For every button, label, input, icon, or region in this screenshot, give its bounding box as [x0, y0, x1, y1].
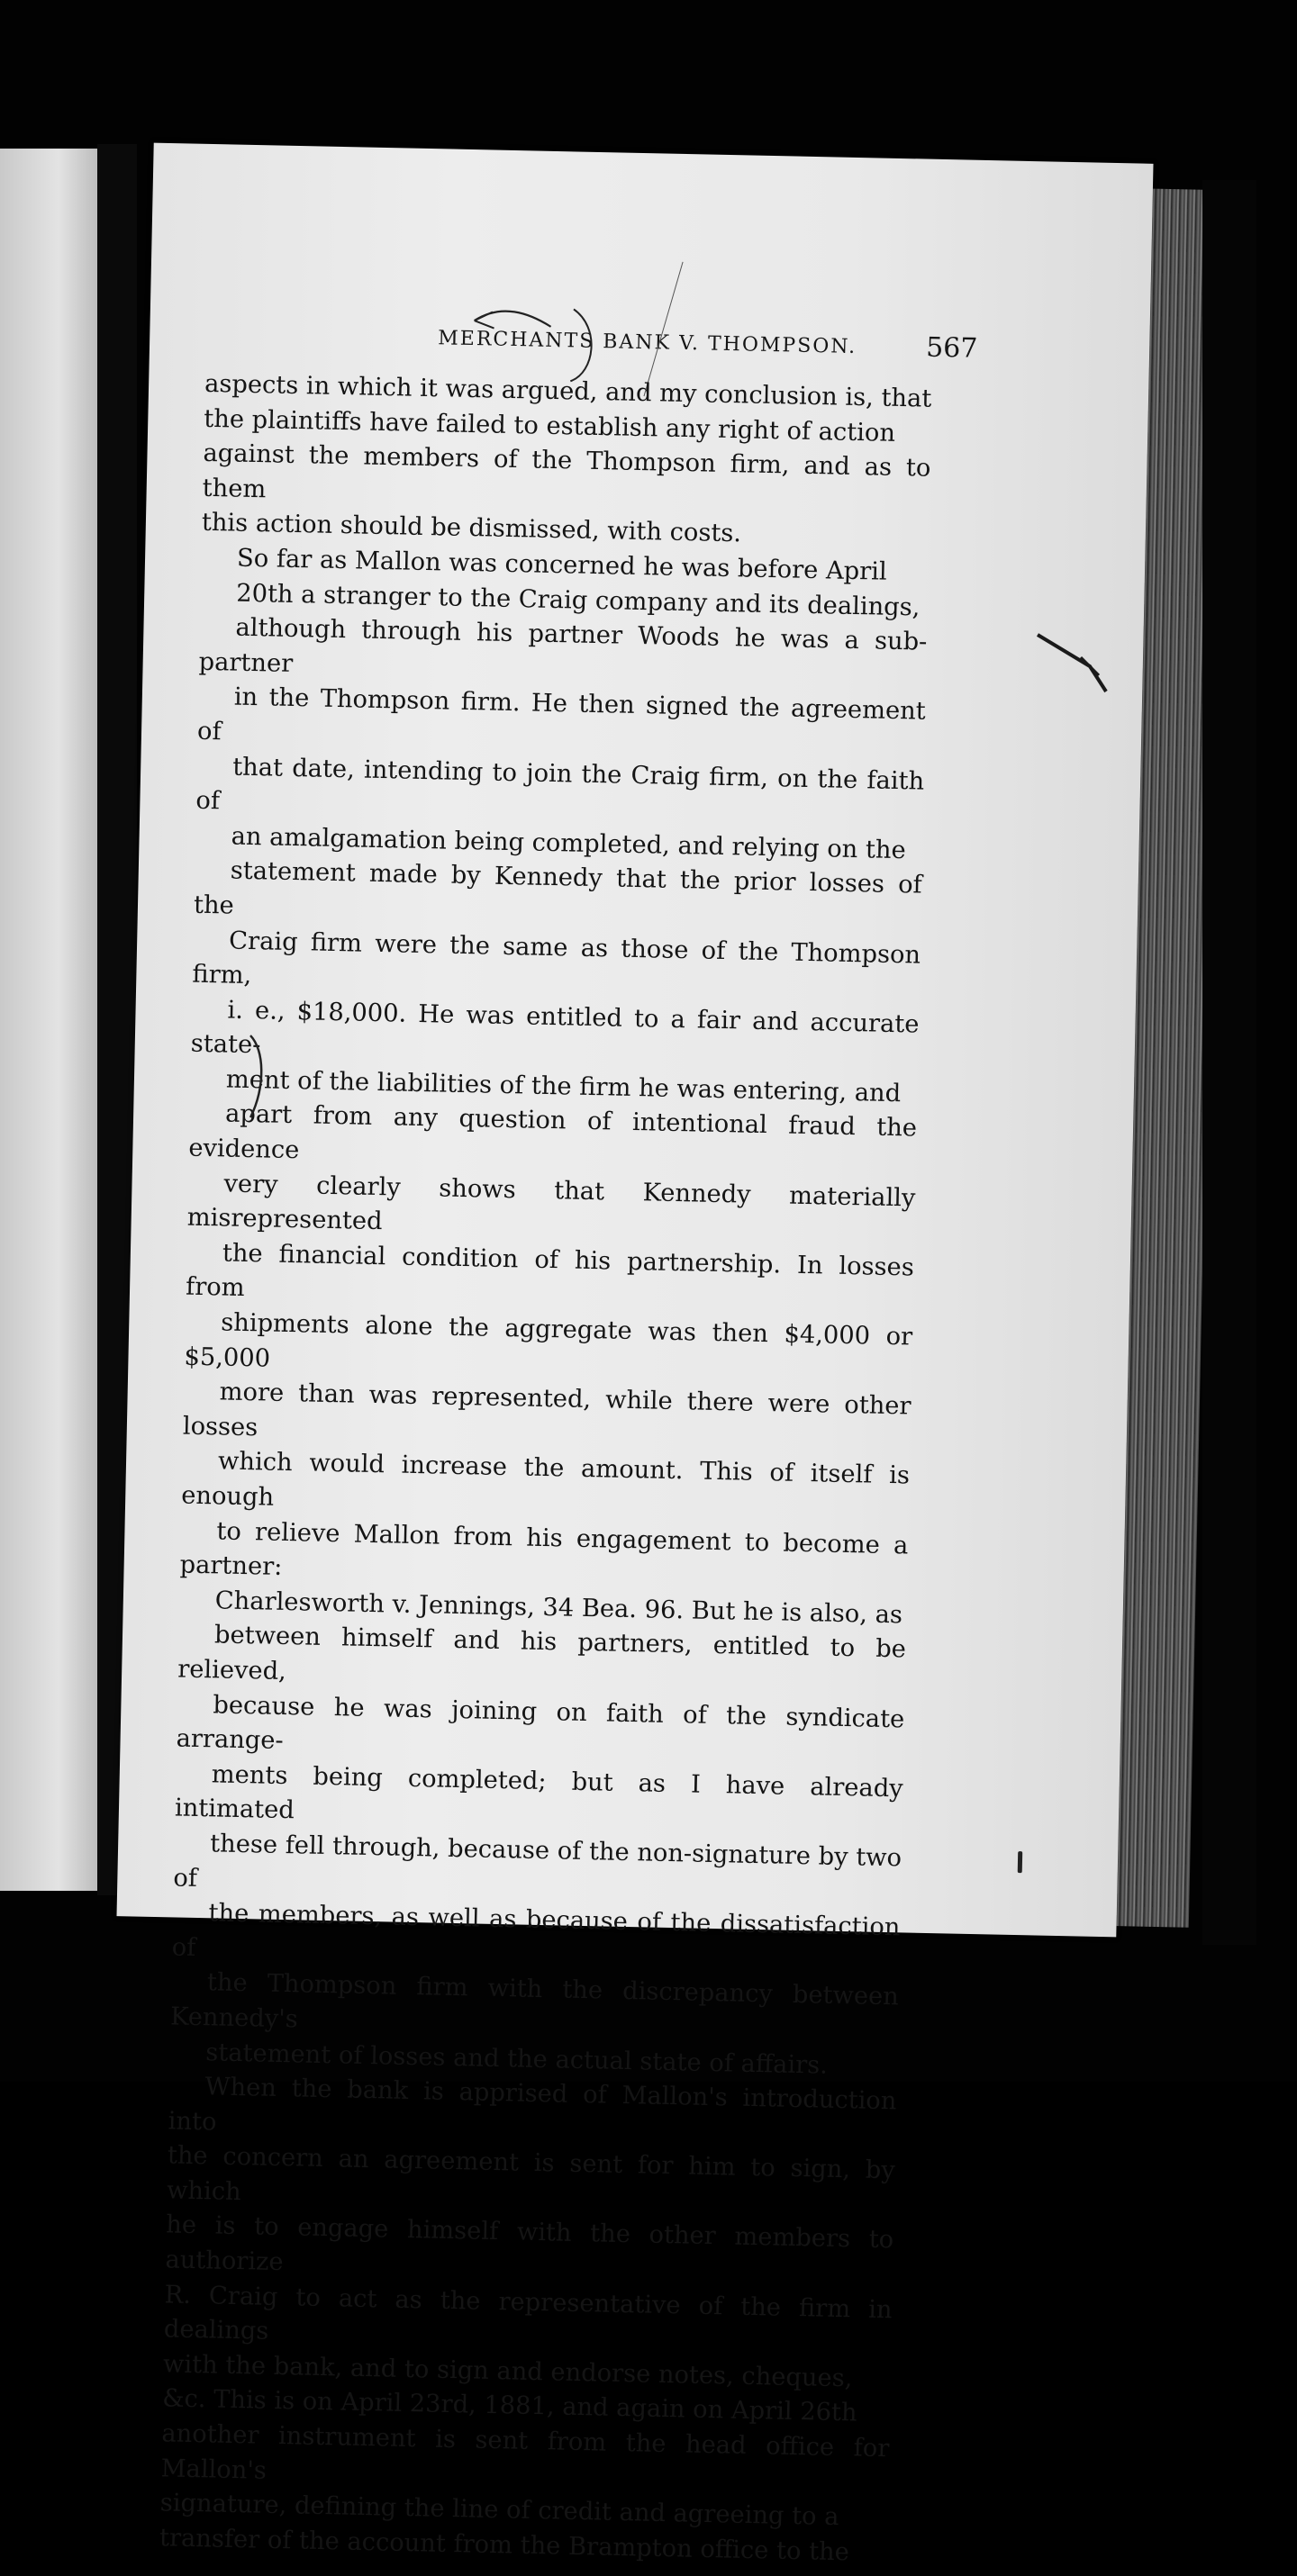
text-line: in the Thompson firm. He then signed the agreement of: [196, 682, 927, 746]
text-line: aspects in which it was argued, and my conclusion is, that: [204, 369, 932, 413]
text-line: this action should be dismissed, with costs.: [201, 509, 742, 548]
text-line: Charlesworth v. Jennings, 34 Bea. 96. But he is also, as: [214, 1586, 903, 1630]
text-line: between himself and his partners, entitled to be relieved,: [177, 1621, 907, 1686]
text-line: the financial condition of his partnership. In losses from: [185, 1239, 915, 1303]
text-line: with the bank, and to sign and endorse notes, cheques,: [162, 2350, 853, 2393]
text-line: &c. This is on April 23rd, 1881, and again on April 26th: [161, 2384, 857, 2427]
text-line: although through his partner Woods he was a sub-partner: [198, 613, 928, 678]
text-line: So far as Mallon was concerned he was before April: [236, 544, 888, 586]
text-line: 20th a stranger to the Craig company and its dealings,: [235, 579, 921, 622]
text-line: the concern an agreement is sent for him to sign, by which: [166, 2141, 896, 2206]
paragraph-1: [202, 367, 933, 556]
text-line: very clearly shows that Kennedy materially misrepresented: [186, 1170, 916, 1236]
text-line: When the bank is apprised of Mallon's introduction into: [168, 2073, 897, 2137]
text-line: signature, defining the line of credit and agreeing to a: [159, 2489, 839, 2532]
text-line: the plaintiffs have failed to establish any right of action: [204, 404, 896, 447]
text-line: the Thompson firm with the discrepancy between Kennedy's: [169, 1968, 900, 2034]
text-line: to relieve Mallon from his engagement to become a partner:: [179, 1516, 909, 1582]
ink-speck: [1014, 1849, 1028, 1876]
running-head-title: MERCHANTS BANK V. THOMPSON.: [438, 327, 857, 358]
text-line: because he was joining on faith of the syndicate arrange-: [176, 1690, 905, 1756]
text-line: these fell through, because of the non-signature by two of: [173, 1830, 902, 1893]
text-line: transfer of the account from the Brampton office to the: [159, 2524, 850, 2567]
text-line: i. e., $18,000. He was entitled to a fair and accurate state-: [190, 996, 920, 1060]
text-line: R. Craig to act as the representative of the firm in dealings: [163, 2281, 893, 2346]
text-line: against the members of the Thompson firm, and as to them: [202, 439, 931, 504]
text-line: more than was represented, while there were other losses: [182, 1378, 912, 1442]
page-number: 567: [925, 331, 978, 365]
pen-annotation-mark: [1036, 630, 1108, 693]
text-line: an amalgamation being completed, and relying on the: [231, 822, 907, 864]
book-page: [116, 143, 1153, 2567]
text-line: he is to engage himself with the other members to authorize: [165, 2210, 894, 2277]
text-line: statement made by Kennedy that the prior losses of the: [193, 856, 922, 920]
margin-bracket-mark: [247, 1032, 276, 1123]
paragraph-3: [159, 2070, 897, 2571]
text-line: ment of the liabilities of the firm he was entering, and: [225, 1065, 902, 1108]
text-line: ments being completed; but as I have already intimated: [174, 1760, 903, 1825]
scan-background: [1202, 180, 1256, 1945]
text-line: which would increase the amount. This of itself is enough: [180, 1447, 911, 1512]
text-line: Craig firm were the same as those of the Thompson firm,: [192, 926, 921, 990]
text-line: that date, intending to join the Craig firm, on the faith of: [195, 753, 925, 816]
text-line: shipments alone the aggregate was then $4,000 or $5,000: [184, 1308, 913, 1373]
text-line: the members, as well as because of the dissatisfaction of: [171, 1899, 901, 1962]
body-text: [159, 367, 933, 2571]
text-line: statement of losses and the actual state of affairs.: [205, 2038, 829, 2080]
text-line: apart from any question of intentional fraud the evidence: [188, 1099, 918, 1165]
paragraph-2: [169, 541, 929, 2085]
facing-page-edge: [0, 149, 97, 1891]
text-line: another instrument is sent from the head office for Mallon's: [160, 2419, 890, 2485]
